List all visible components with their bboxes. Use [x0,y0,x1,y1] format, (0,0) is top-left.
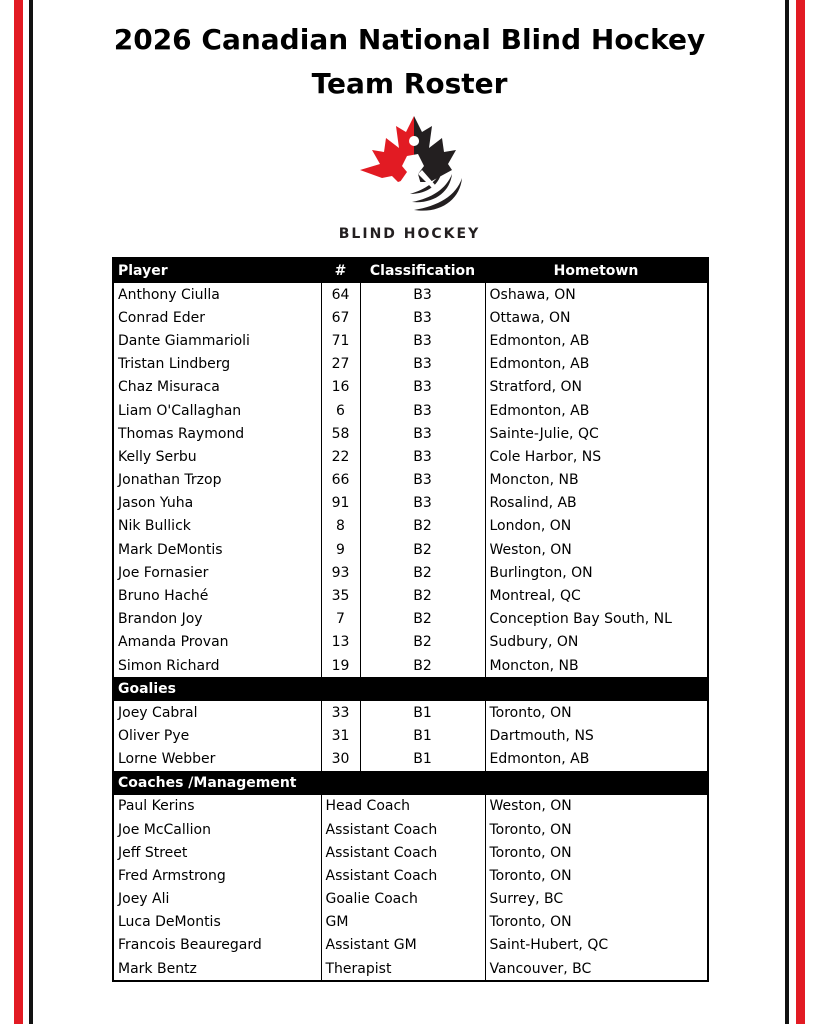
player-name: Joe Fornasier [113,561,321,584]
classification: B3 [360,422,485,445]
staff-role: Assistant GM [321,934,485,957]
jersey-number: 6 [321,399,360,422]
classification: B2 [360,608,485,631]
jersey-number: 9 [321,538,360,561]
goalies-list [113,701,708,771]
table-row [113,748,708,771]
table-row [113,445,708,468]
header-classification: Classification [360,258,485,283]
staff-role: Therapist [321,957,485,981]
title-line-2: Team Roster [311,67,508,100]
hometown: Toronto, ON [489,867,572,884]
classification: B3 [360,306,485,329]
classification: B3 [360,399,485,422]
classification: B1 [360,701,485,724]
hometown: Edmonton, AB [489,751,590,768]
player-name: Jason Yuha [113,492,321,515]
table-row [113,584,708,607]
staff-header-row [113,771,708,795]
staff-name: Luca DeMontis [113,911,321,934]
hometown: Toronto, ON [489,821,572,838]
table-row [113,353,708,376]
hometown: Montreal, QC [489,588,581,605]
hometown: Weston, ON [489,541,572,558]
staff-name: Joe McCallion [113,818,321,841]
table-row [113,306,708,329]
right-black-border [785,0,789,1024]
header-number: # [321,258,360,283]
classification: B3 [360,492,485,515]
staff-name: Francois Beauregard [113,934,321,957]
hometown: Toronto, ON [489,844,572,861]
page-title [60,18,759,106]
hometown: Ottawa, ON [489,309,571,326]
hometown: Moncton, NB [489,472,579,489]
header-player: Player [113,258,321,283]
table-row [113,795,708,818]
hometown: Dartmouth, NS [489,727,594,744]
player-name: Mark DeMontis [113,538,321,561]
jersey-number: 33 [321,701,360,724]
goalies-header: Goalies [113,677,708,701]
jersey-number: 35 [321,584,360,607]
table-row [113,608,708,631]
table-row [113,376,708,399]
jersey-number: 8 [321,515,360,538]
player-name: Dante Giammarioli [113,329,321,352]
hometown: Rosalind, AB [489,495,577,512]
table-header-row [113,258,708,283]
player-name: Conrad Eder [113,306,321,329]
hometown: Saint-Hubert, QC [489,937,609,954]
hometown: Sudbury, ON [489,634,579,651]
table-row [113,818,708,841]
table-row [113,515,708,538]
classification: B2 [360,561,485,584]
staff-name: Fred Armstrong [113,864,321,887]
classification: B3 [360,353,485,376]
maple-leaf-hockey-player-logo-icon [352,112,468,220]
classification: B3 [360,376,485,399]
player-name: Jonathan Trzop [113,469,321,492]
hometown: Toronto, ON [489,914,572,931]
jersey-number: 67 [321,306,360,329]
hometown: Surrey, BC [489,891,564,908]
classification: B1 [360,748,485,771]
table-row [113,957,708,981]
jersey-number: 71 [321,329,360,352]
player-name: Brandon Joy [113,608,321,631]
classification: B2 [360,654,485,677]
players-section [113,283,708,677]
player-name: Oliver Pye [113,724,321,747]
player-name: Simon Richard [113,654,321,677]
jersey-number: 13 [321,631,360,654]
hometown: Edmonton, AB [489,402,590,419]
right-red-border [796,0,805,1024]
hometown: Moncton, NB [489,657,579,674]
staff-role: GM [321,911,485,934]
staff-name: Paul Kerins [113,795,321,818]
table-row [113,934,708,957]
jersey-number: 7 [321,608,360,631]
hometown: Burlington, ON [489,564,593,581]
jersey-number: 66 [321,469,360,492]
jersey-number: 19 [321,654,360,677]
table-row [113,654,708,677]
left-black-border [29,0,33,1024]
table-row [113,469,708,492]
classification: B3 [360,329,485,352]
player-name: Chaz Misuraca [113,376,321,399]
hometown: Weston, ON [489,798,572,815]
player-name: Amanda Provan [113,631,321,654]
hometown: Vancouver, BC [489,960,592,977]
classification: B3 [360,445,485,468]
player-name: Kelly Serbu [113,445,321,468]
staff-list [113,795,708,982]
jersey-number: 27 [321,353,360,376]
left-red-border [14,0,23,1024]
hometown: Edmonton, AB [489,332,590,349]
staff-role: Head Coach [321,795,485,818]
staff-name: Mark Bentz [113,957,321,981]
player-name: Lorne Webber [113,748,321,771]
player-name: Tristan Lindberg [113,353,321,376]
staff-name: Jeff Street [113,841,321,864]
table-row [113,329,708,352]
staff-role: Goalie Coach [321,888,485,911]
table-row [113,538,708,561]
hometown: Stratford, ON [489,379,582,396]
staff-role: Assistant Coach [321,818,485,841]
logo-wordmark: BLIND HOCKEY [338,226,481,242]
table-row [113,911,708,934]
jersey-number: 64 [321,283,360,306]
classification: B3 [360,469,485,492]
jersey-number: 30 [321,748,360,771]
title-line-1: 2026 Canadian National Blind Hockey [113,23,706,56]
hometown: Oshawa, ON [489,286,576,303]
staff-section [113,771,708,795]
staff-header: Coaches /Management [113,771,708,795]
table-row [113,841,708,864]
hometown: Cole Harbor, NS [489,448,602,465]
player-name: Bruno Haché [113,584,321,607]
player-name: Joey Cabral [113,701,321,724]
hometown: Toronto, ON [489,704,572,721]
classification: B2 [360,584,485,607]
table-row [113,701,708,724]
hometown: Edmonton, AB [489,356,590,373]
table-row [113,422,708,445]
classification: B3 [360,283,485,306]
hometown: London, ON [489,518,572,535]
hometown: Conception Bay South, NL [489,611,672,628]
player-name: Thomas Raymond [113,422,321,445]
jersey-number: 93 [321,561,360,584]
classification: B2 [360,538,485,561]
jersey-number: 58 [321,422,360,445]
classification: B1 [360,724,485,747]
jersey-number: 91 [321,492,360,515]
hometown: Sainte-Julie, QC [489,425,599,442]
jersey-number: 31 [321,724,360,747]
staff-name: Joey Ali [113,888,321,911]
classification: B2 [360,515,485,538]
table-row [113,724,708,747]
player-name: Liam O'Callaghan [113,399,321,422]
roster-table [112,257,709,982]
goalies-header-row [113,677,708,701]
table-row [113,283,708,306]
header-hometown: Hometown [485,258,708,283]
table-row [113,561,708,584]
table-row [113,631,708,654]
goalies-section [113,677,708,701]
jersey-number: 16 [321,376,360,399]
staff-role: Assistant Coach [321,841,485,864]
player-name: Anthony Ciulla [113,283,321,306]
table-row [113,888,708,911]
table-row [113,864,708,887]
table-row [113,492,708,515]
classification: B2 [360,631,485,654]
staff-role: Assistant Coach [321,864,485,887]
jersey-number: 22 [321,445,360,468]
table-row [113,399,708,422]
player-name: Nik Bullick [113,515,321,538]
